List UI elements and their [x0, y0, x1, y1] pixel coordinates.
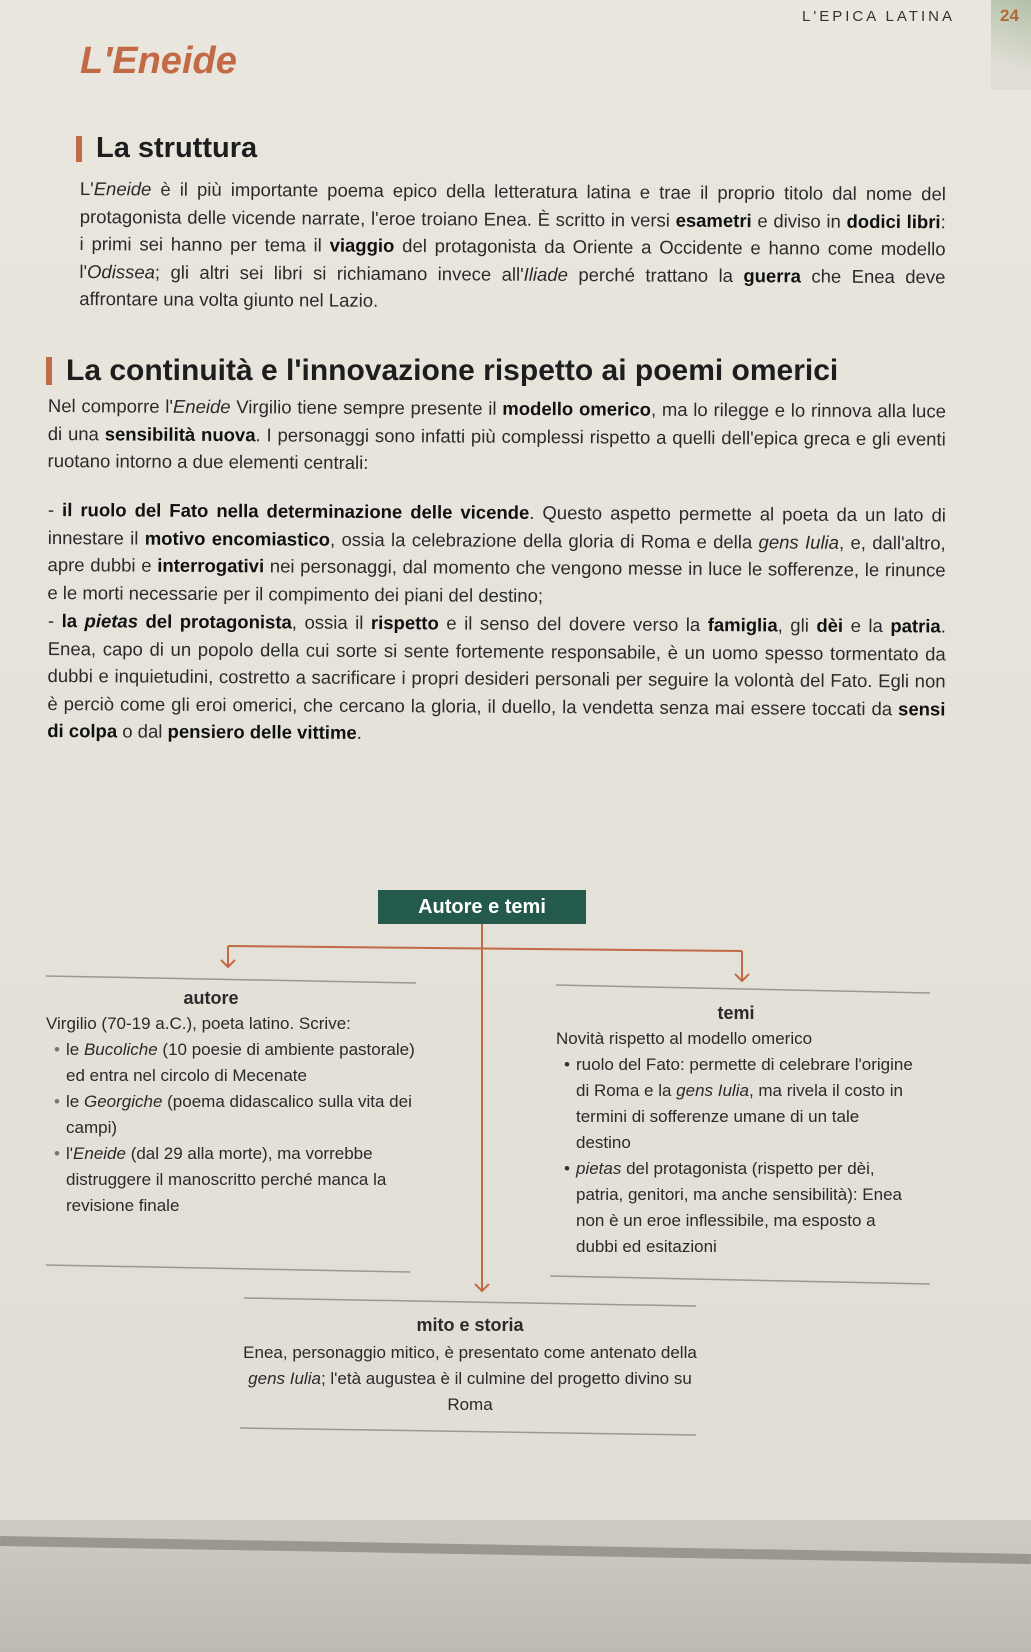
myth-text: Enea, personaggio mitico, è presentato come antenato della gens Iulia; l'età augustea è il culmine del progetto divino su Roma — [243, 1343, 697, 1414]
author-box — [46, 985, 416, 1219]
section-heading-text: La struttura — [96, 132, 258, 164]
author-intro: Virgilio (70-19 a.C.), poeta latino. Scrive: — [46, 1014, 351, 1033]
page-number: 24 — [1000, 6, 1019, 25]
themes-box — [556, 1000, 916, 1260]
list-item: • le Bucoliche (10 poesie di ambiente pastorale) ed entra nel circolo di Mecenate — [66, 1037, 416, 1089]
divider-line — [46, 976, 416, 983]
themes-intro: Novità rispetto al modello omerico — [556, 1029, 813, 1048]
list-item: • l'Eneide (dal 29 alla morte), ma vorrebbe distruggere il manoscritto perché manca la revisione finale — [66, 1141, 416, 1219]
themes-heading: temi — [717, 1003, 755, 1023]
connector-line — [228, 946, 742, 951]
list-item: • le Georgiche (poema didascalico sulla vita dei campi) — [66, 1089, 416, 1141]
page-title: L'Eneide — [80, 40, 237, 82]
divider-line — [46, 1265, 410, 1272]
paragraph-pietas: - la pietas del protagonista, ossia il rispetto e il senso del dovere verso la famiglia, gli dèi e la patria. Enea, capo di un popolo della cui sorte si sente fortemente responsabile, è un uomo spesso tormentato da dubbi e inquietudini, costretto a sacrificare i propri desideri personali per seguire la volontà del Fato. Egli non è perciò come gli eroi omerici, che cercano la gloria, il duello, la vendetta senza mai essere toccati da sensi di colpa o dal pensiero delle vittime. — [47, 609, 946, 743]
list-item: • ruolo del Fato: permette di celebrare l'origine di Roma e la gens Iulia, ma rivela il costo in termini di sofferenze umane di un tale destino — [576, 1052, 916, 1156]
diagram-title: Autore e temi — [378, 890, 586, 924]
paragraph-fate: - il ruolo del Fato nella determinazione delle vicende. Questo aspetto permette al poeta da un lato di innestare il motivo encomiastico, ossia la celebrazione della gloria di Roma e della gens Iulia, e, dall'altro, apre dubbi e interrogativi nei personaggi, dal momento che vengono messe in luce le sofferenze, le rinunce e le morti necessarie per il compimento dei piani del destino; — [47, 498, 946, 606]
author-works-list — [46, 1037, 416, 1219]
running-head: L'EPICA LATINA — [802, 8, 955, 25]
themes-list — [556, 1052, 916, 1260]
divider-line — [550, 1276, 930, 1284]
divider-line — [244, 1298, 696, 1306]
list-item: • pietas del protagonista (rispetto per dèi, patria, genitori, ma anche sensibilità): Enea non è un eroe inflessibile, ma esposto a dubbi ed esitazioni — [576, 1156, 916, 1260]
divider-line — [556, 985, 930, 993]
paragraph-structure: L'Eneide è il più importante poema epico della letteratura latina e trae il proprio titolo dal nome del protagonista delle vicende narrate, l'eroe troiano Enea. È scritto in versi esametri e diviso in dodici libri: i primi sei hanno per tema il viaggio del protagonista da Oriente a Occidente e hanno come modello l'Odissea; gli altri sei libri si richiamano invece all'Iliade perché trattano la guerra che Enea deve affrontare una volta giunto nel Lazio. — [79, 177, 946, 311]
myth-heading: mito e storia — [416, 1315, 524, 1335]
paragraph-continuity-intro: Nel comporre l'Eneide Virgilio tiene sempre presente il modello omerico, ma lo rilegge e lo rinnova alla luce di una sensibilità nuova. I personaggi sono infatti più complessi rispetto a quelli dell'epica greca e gli eventi ruotano intorno a due elementi centrali: — [47, 394, 946, 473]
divider-line — [240, 1428, 696, 1435]
myth-box — [240, 1312, 700, 1418]
author-heading: autore — [183, 988, 239, 1008]
section-heading-text: La continuità e l'innovazione rispetto ai poemi omerici — [66, 354, 839, 387]
